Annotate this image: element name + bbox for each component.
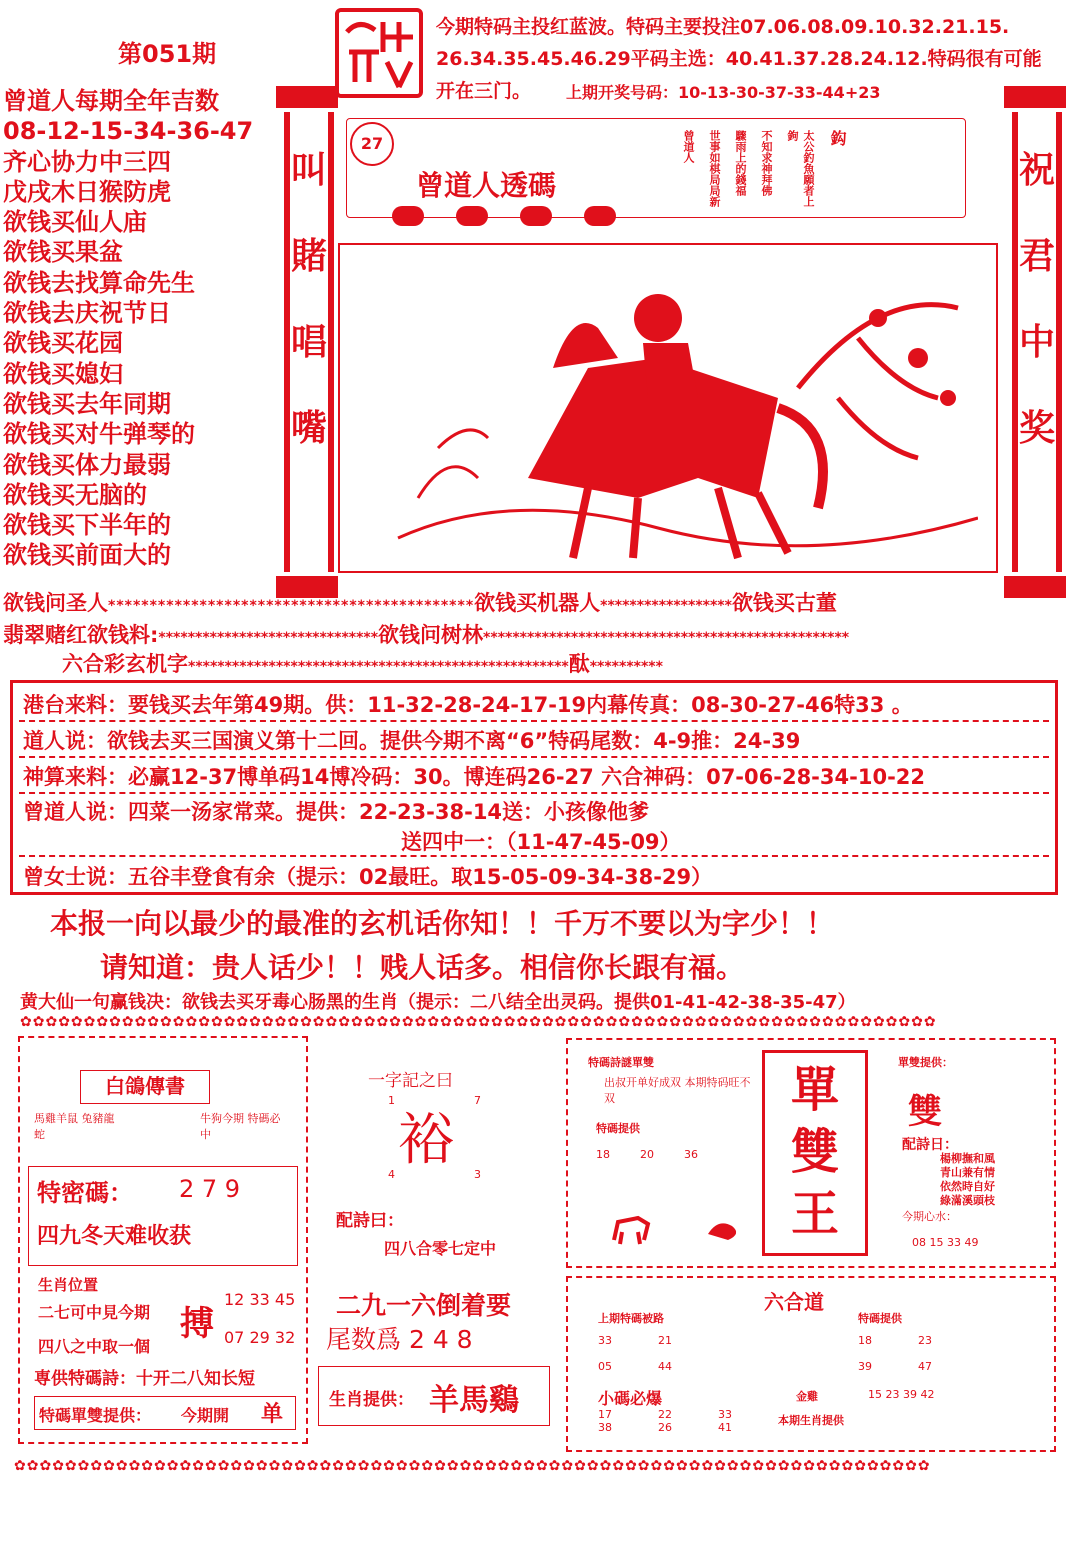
row3-b: 酞 — [568, 652, 590, 676]
six-title: 六合道 — [764, 1290, 824, 1314]
zodiac-value: 羊馬鷄 — [429, 1383, 519, 1418]
grid-num: 33 — [598, 1334, 612, 1347]
corner-num: 7 — [474, 1094, 481, 1107]
grid-num: 26 — [658, 1421, 672, 1434]
scroll-char: 嘴 — [290, 408, 327, 449]
grid-num: 41 — [718, 1421, 732, 1434]
list-item: 欲钱买无脑的 — [3, 480, 147, 509]
mid-title: 一字記之曰 — [368, 1071, 453, 1091]
list-item: 欲钱买体力最弱 — [3, 450, 171, 479]
info-line: 神算来料：必赢12-37博单码14博冷码：30。博连码26-27 六合神码：07-06-28-34-10-22 — [23, 765, 926, 789]
info-line: 道人说：欲钱去买三国演义第十二回。提供今期不离“6”特码尾数：4-9推：24-39 — [23, 729, 801, 753]
grid-num: 38 — [598, 1421, 612, 1434]
tema-label: 特密碼： — [37, 1179, 133, 1207]
ds-box — [34, 1396, 296, 1430]
mid-big: 二九一六倒着要 — [336, 1291, 512, 1320]
couplet-line: 驟雨上的錢福 — [734, 130, 747, 196]
supply-label: 特碼提供 — [858, 1312, 902, 1325]
supply-num: 23 — [918, 1334, 932, 1347]
last-draw-label: 上期开奖号码： — [566, 83, 679, 102]
list-item: 欲钱买花园 — [3, 329, 123, 358]
bo-nums-2: 07 29 32 — [224, 1328, 296, 1347]
row1-a: 欲钱问圣人 — [3, 591, 108, 615]
huang-line: 黄大仙一句赢钱决：欲钱去买牙毒心肠黑的生肖（提示：二八结全出灵码。提供01-41-42-38-35-47） — [20, 992, 856, 1013]
left-list — [3, 86, 253, 571]
grid-num: 44 — [658, 1360, 672, 1373]
list-item: 欲钱去庆祝节日 — [3, 299, 171, 328]
list-item: 08-12-15-34-36-47 — [3, 117, 254, 146]
list-item: 欲钱买仙人庙 — [3, 208, 147, 237]
king-box — [762, 1050, 868, 1256]
scroll-cap-top — [1004, 86, 1066, 108]
corner-num: 3 — [474, 1168, 481, 1181]
supply-num: 18 — [858, 1334, 872, 1347]
bo-char: 搏 — [180, 1304, 214, 1344]
stars-divider: ****************** — [600, 598, 732, 614]
list-item: 欲钱买去年同期 — [3, 389, 171, 418]
stars-divider: ******************************************** — [108, 598, 475, 614]
bo-nums-1: 12 33 45 — [224, 1290, 296, 1309]
zodiac-box — [318, 1366, 550, 1426]
note-b: 牛狗今期 特碼必中 — [200, 1112, 281, 1141]
corner-num: 1 — [388, 1094, 395, 1107]
tema-num: 36 — [684, 1148, 698, 1161]
couplet-line: 不知求神拜佛 — [760, 130, 773, 196]
row1-c: 欲钱买古董 — [731, 591, 837, 615]
info-line: 曾道人说：四菜一汤家常菜。提供：22-23-38-14送：小孩像他爹 — [23, 800, 650, 824]
ds-result: 单 — [261, 1402, 284, 1427]
grid-num: 21 — [658, 1334, 672, 1347]
scroll-char: 奖 — [1018, 408, 1055, 449]
tema-box — [28, 1166, 298, 1266]
row-2 — [3, 619, 849, 649]
stars-border-bottom: ✿✿✿✿✿✿✿✿✿✿✿✿✿✿✿✿✿✿✿✿✿✿✿✿✿✿✿✿✿✿✿✿✿✿✿✿✿✿✿✿✿✿✿✿✿✿✿✿✿✿✿✿✿✿✿✿✿✿✿✿✿✿✿✿✿✿✿✿✿✿✿✿ — [14, 1458, 931, 1474]
bottom-left-block — [18, 1036, 308, 1444]
king-char: 單 — [790, 1062, 839, 1118]
divider — [19, 792, 1049, 794]
row2-b: 欲钱问树林 — [378, 623, 484, 647]
ds-supply-value: 雙 — [908, 1092, 942, 1132]
poster-couplet — [680, 130, 960, 210]
header-line3: 开在三门。 — [436, 80, 532, 102]
horse-illustration-icon — [358, 248, 978, 568]
poem-block — [940, 1152, 995, 1208]
slogan-1: 本报一向以最少的最准的玄机话你知！！千万不要以为字少！！ — [50, 907, 835, 940]
ball-number: 23 — [493, 206, 507, 219]
header-line1: 今期特码主投红蓝波。特码主要投注07.06.08.09.10.32.21.15. — [436, 16, 1010, 38]
scroll-right — [1012, 112, 1062, 572]
couplet-line: 太公釣魚願者上鉤 — [786, 130, 815, 207]
scroll-cap-bottom — [1004, 576, 1066, 598]
seal-icon — [339, 12, 419, 94]
mid-poem-label: 配詩曰： — [336, 1211, 404, 1231]
couplet-line: 鈎 — [828, 130, 847, 146]
couplet-line: 世事如棋局局新 — [708, 130, 721, 207]
supply-num: 47 — [918, 1360, 932, 1373]
tail-label: 尾数爲 — [326, 1325, 402, 1354]
stars-divider: ****************************** — [158, 630, 379, 646]
bottom-mid-block — [318, 1060, 558, 1440]
bottom-right-lower — [566, 1276, 1056, 1452]
poster-title: 曾道人透碼 — [416, 169, 557, 202]
zodiac-label: 生肖提供： — [329, 1390, 414, 1410]
tema-nums — [596, 1148, 728, 1161]
tema-num: 18 — [596, 1148, 610, 1161]
logo-seal — [335, 8, 423, 98]
ds-supply-label: 單雙提供： — [898, 1056, 953, 1069]
poem-label: 配詩日： — [902, 1137, 958, 1153]
info-line: 曾女士说：五谷丰登食有余（提示：02最旺。取15-05-09-34-38-29） — [23, 865, 713, 889]
grid-a — [598, 1334, 738, 1373]
ds-value: 今期開 — [181, 1406, 230, 1425]
poster — [338, 108, 998, 576]
tail-line — [326, 1320, 473, 1356]
poem-line: 綠滿溪頭枝 — [940, 1194, 995, 1207]
mid-char: 裕 — [398, 1108, 454, 1173]
heart-nums: 08 15 33 49 — [912, 1236, 979, 1249]
scroll-char: 中 — [1018, 322, 1055, 363]
poster-badge: 27 — [350, 122, 394, 166]
ball-number: 47 — [621, 206, 635, 219]
bottom-right-upper — [566, 1038, 1056, 1268]
tema-value: 2 7 9 — [179, 1175, 241, 1203]
gold-nums: 15 23 39 42 — [868, 1388, 935, 1401]
scroll-char: 賭 — [290, 236, 327, 277]
zodiac-supply-label: 本期生肖提供 — [778, 1414, 844, 1427]
tema-supply: 特碼提供 — [596, 1122, 640, 1135]
king-char: 王 — [790, 1186, 839, 1242]
gold-label: 金雞 — [796, 1390, 818, 1403]
divider — [19, 756, 1049, 758]
position-a: 二七可中見今期 — [38, 1303, 151, 1322]
scroll-char: 叫 — [290, 150, 327, 191]
list-item: 欲钱买对牛弹琴的 — [3, 420, 195, 449]
stars-divider: ********** — [589, 659, 663, 675]
corner-num: 4 — [388, 1168, 395, 1181]
king-char: 雙 — [790, 1124, 839, 1180]
ball-number: 15 — [429, 206, 443, 219]
poem-line: 楊柳撫和風 — [940, 1152, 995, 1165]
riddle-title: 特碼詩謎單雙 — [588, 1056, 654, 1069]
scroll-char: 祝 — [1018, 150, 1055, 191]
list-item: 欲钱买前面大的 — [3, 541, 171, 570]
tail-value: 2 4 8 — [408, 1325, 473, 1354]
stars-border: ✿✿✿✿✿✿✿✿✿✿✿✿✿✿✿✿✿✿✿✿✿✿✿✿✿✿✿✿✿✿✿✿✿✿✿✿✿✿✿✿✿✿✿✿✿✿✿✿✿✿✿✿✿✿✿✿✿✿✿✿✿✿✿✿✿✿✿✿✿✿✿✿ — [20, 1014, 937, 1030]
info-box — [10, 680, 1058, 895]
info-line: 港台来料：要钱买去年第49期。供：11-32-28-24-17-19内幕传真：08-30-27-46特33 。 — [23, 693, 913, 717]
list-item: 欲钱去找算命先生 — [3, 268, 195, 297]
pigeon-title: 白鴿傳書 — [80, 1070, 210, 1104]
couplet-line: 曾道人 — [682, 130, 695, 163]
row3-a: 六合彩玄机字 — [62, 652, 188, 676]
list-item: 戊戌木日猴防虎 — [3, 177, 171, 206]
last-draw-numbers: 10-13-30-37-33-44+23 — [678, 83, 881, 102]
stars-divider: ************************************************** — [483, 630, 850, 646]
grid-num: 05 — [598, 1360, 612, 1373]
note-a: 馬雞羊鼠 兔豬龍蛇 — [34, 1112, 115, 1141]
poem-line: 依然時自好 — [940, 1180, 995, 1193]
last-label: 上期特碼被路 — [598, 1312, 664, 1325]
list-item: 欲钱买果盆 — [3, 238, 123, 267]
header-line2: 26.34.35.45.46.29平码主选：40.41.37.28.24.12.特码很有可能 — [436, 48, 1042, 70]
scroll-char: 唱 — [290, 322, 327, 363]
poem-line: 青山兼有情 — [940, 1166, 995, 1179]
list-item: 欲钱买下半年的 — [3, 511, 171, 540]
tema-poem: 四九冬天难收获 — [37, 1224, 192, 1249]
row1-b: 欲钱买机器人 — [474, 591, 601, 615]
poem-line: 専供特碼詩：十开二八知长短 — [34, 1369, 255, 1389]
tema-num: 20 — [640, 1148, 654, 1161]
scroll-cap-top — [276, 86, 338, 108]
divider — [19, 720, 1049, 722]
issue-number: 第051期 — [118, 40, 217, 68]
grid-num: 22 — [658, 1408, 672, 1421]
supply-num: 39 — [858, 1360, 872, 1373]
list-item: 齐心协力中三四 — [3, 147, 171, 176]
row-1 — [3, 587, 837, 617]
divider — [19, 855, 1049, 857]
last-draw — [566, 80, 880, 103]
ball-numbers — [404, 206, 694, 219]
stars-divider: **************************************************** — [188, 659, 569, 675]
scroll-char: 君 — [1018, 236, 1055, 277]
ball-number: 34 — [557, 206, 571, 219]
grid-num: 17 — [598, 1408, 612, 1421]
supply-grid — [858, 1334, 988, 1373]
slogan-2: 请知道：贵人话少！！贱人话多。相信你长跟有福。 — [100, 951, 745, 984]
row2-a: 翡翠赌红欲钱料: — [3, 623, 159, 647]
heart-label: 今期心水： — [902, 1210, 957, 1223]
position-label: 生肖位置 — [38, 1276, 99, 1294]
info-line: 送四中一：（11-47-45-09） — [401, 830, 681, 854]
position-b: 四八之中取一個 — [38, 1337, 151, 1356]
riddle: 出叔开单好成双 本期特码旺不双 — [604, 1076, 751, 1105]
list-item: 欲钱买媳妇 — [3, 359, 123, 388]
row-3 — [62, 648, 663, 678]
mid-poem: 四八合零七定中 — [384, 1239, 497, 1258]
animal-icons — [608, 1210, 758, 1250]
list-item: 曾道人每期全年吉数 — [3, 87, 219, 115]
ds-label: 特碼單雙提供： — [39, 1406, 152, 1425]
small-label: 小碼必爆 — [598, 1389, 663, 1408]
scroll-left — [284, 112, 334, 572]
grid-num: 33 — [718, 1408, 732, 1421]
